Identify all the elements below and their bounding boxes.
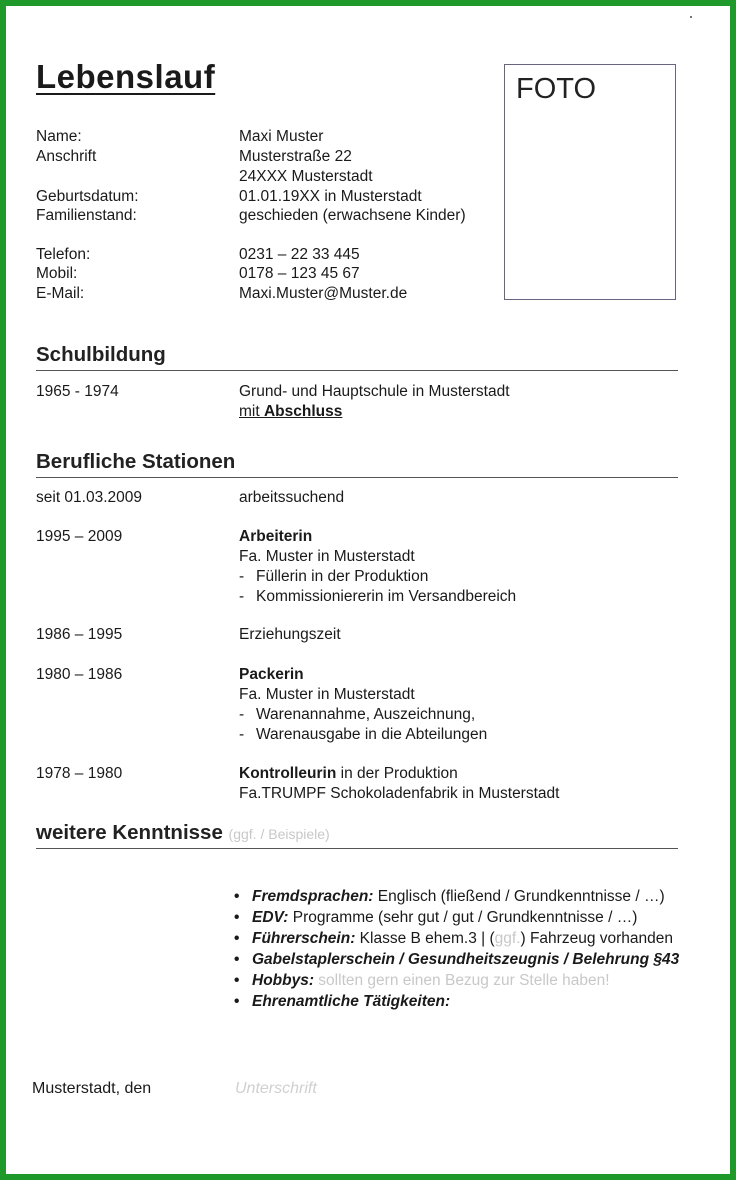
career-period-4: 1980 – 1986 bbox=[36, 666, 123, 683]
career-role-5-bold: Kontrolleurin bbox=[239, 765, 337, 782]
career-task-text: Warenannahme, Auszeichnung, bbox=[256, 706, 476, 723]
skill-item: • EDV: Programme (sehr gut / gut / Grundkenntnisse / …) bbox=[234, 909, 638, 926]
skill-text: Englisch (fließend / Grundkenntnisse / …) bbox=[373, 888, 665, 905]
birth-value: 01.01.19XX in Musterstadt bbox=[239, 188, 422, 205]
skill-item: • Ehrenamtliche Tätigkeiten: bbox=[234, 993, 451, 1010]
career-text-3: Erziehungszeit bbox=[239, 626, 341, 643]
skill-text: ) Fahrzeug vorhanden bbox=[520, 930, 674, 947]
skill-key: EDV: bbox=[252, 909, 289, 926]
section-career-title: Berufliche Stationen bbox=[36, 450, 236, 473]
skill-text: Klasse B ehem.3 | ( bbox=[355, 930, 495, 947]
name-value: Maxi Muster bbox=[239, 128, 324, 145]
school-degree-prefix: mit bbox=[239, 403, 264, 420]
career-task: - Warenausgabe in die Abteilungen bbox=[239, 726, 488, 743]
section-schulbildung bbox=[36, 343, 678, 371]
career-task-text: Kommissioniererin im Versandbereich bbox=[256, 588, 517, 605]
career-role-5 bbox=[239, 764, 458, 784]
skill-item: • Führerschein: Klasse B ehem.3 | (ggf.) Fahrzeug vorhanden bbox=[234, 930, 674, 947]
birth-label: Geburtsdatum: bbox=[36, 188, 139, 205]
career-task: - Füllerin in der Produktion bbox=[239, 568, 429, 585]
skill-item: • Hobbys: sollten gern einen Bezug zur Stelle haben! bbox=[234, 972, 610, 989]
photo-label: FOTO bbox=[516, 73, 597, 105]
section-career bbox=[36, 450, 678, 478]
signature-hint: Unterschrift bbox=[235, 1080, 317, 1097]
school-line: Grund- und Hauptschule in Musterstadt bbox=[239, 383, 510, 400]
career-task-text: Füllerin in der Produktion bbox=[256, 568, 429, 585]
family-value: geschieden (erwachsene Kinder) bbox=[239, 207, 466, 224]
city-value: 24XXX Musterstadt bbox=[239, 168, 373, 185]
family-label: Familienstand: bbox=[36, 207, 137, 224]
skill-item: • Gabelstaplerschein / Gesundheitszeugnis / Belehrung §43 bbox=[234, 951, 680, 968]
email-label: E-Mail: bbox=[36, 285, 85, 302]
section-skills bbox=[36, 821, 678, 849]
career-company-5: Fa.TRUMPF Schokoladenfabrik in Musterstadt bbox=[239, 785, 560, 802]
career-period-3: 1986 – 1995 bbox=[36, 626, 123, 643]
phone-value: 0231 – 22 33 445 bbox=[239, 246, 360, 263]
page-title: Lebenslauf bbox=[36, 58, 216, 95]
skill-key: Führerschein: bbox=[252, 930, 356, 947]
career-period-5: 1978 – 1980 bbox=[36, 765, 123, 782]
career-task: - Warenannahme, Auszeichnung, bbox=[239, 706, 476, 723]
skills-list bbox=[234, 886, 679, 1012]
mobile-value: 0178 – 123 45 67 bbox=[239, 265, 360, 282]
career-company-2: Fa. Muster in Musterstadt bbox=[239, 548, 415, 565]
career-role-4: Packerin bbox=[239, 666, 304, 683]
photo-placeholder bbox=[504, 64, 676, 300]
career-role-2: Arbeiterin bbox=[239, 528, 313, 545]
skill-faint: ggf. bbox=[494, 930, 521, 947]
section-skills-title: weitere Kenntnisse bbox=[36, 821, 223, 844]
signature-place: Musterstadt, den bbox=[32, 1080, 152, 1097]
career-period-2: 1995 – 2009 bbox=[36, 528, 123, 545]
section-schulbildung-title: Schulbildung bbox=[36, 343, 166, 366]
school-degree bbox=[239, 402, 342, 422]
address-label: Anschrift bbox=[36, 148, 97, 165]
school-degree-bold: Abschluss bbox=[263, 403, 343, 420]
career-company-4: Fa. Muster in Musterstadt bbox=[239, 686, 415, 703]
career-task-text: Warenausgabe in die Abteilungen bbox=[256, 726, 488, 743]
mobile-label: Mobil: bbox=[36, 265, 78, 282]
career-text-1: arbeitssuchend bbox=[239, 489, 345, 506]
career-task: - Kommissioniererin im Versandbereich bbox=[239, 588, 517, 605]
skill-key: Hobbys: bbox=[252, 972, 314, 989]
career-period-1: seit 01.03.2009 bbox=[36, 489, 143, 506]
skill-item: • Fremdsprachen: Englisch (fließend / Grundkenntnisse / …) bbox=[234, 888, 665, 905]
street-value: Musterstraße 22 bbox=[239, 148, 352, 165]
skill-faint: sollten gern einen Bezug zur Stelle haben! bbox=[314, 972, 610, 989]
cv-page bbox=[6, 6, 730, 1174]
skill-text: Programme (sehr gut / gut / Grundkenntnisse / …) bbox=[288, 909, 638, 926]
skill-key: Ehrenamtliche Tätigkeiten: bbox=[252, 993, 451, 1010]
corner-mark bbox=[690, 16, 692, 18]
phone-label: Telefon: bbox=[36, 246, 91, 263]
skill-key: Gabelstaplerschein / Gesundheitszeugnis / Belehrung §43 bbox=[252, 951, 680, 968]
school-period: 1965 - 1974 bbox=[36, 383, 119, 400]
email-value: Maxi.Muster@Muster.de bbox=[239, 285, 408, 302]
skill-key: Fremdsprachen: bbox=[252, 888, 374, 905]
section-skills-hint: (ggf. / Beispiele) bbox=[228, 826, 330, 842]
career-role-5-suffix: in der Produktion bbox=[336, 765, 458, 782]
name-label: Name: bbox=[36, 128, 82, 145]
